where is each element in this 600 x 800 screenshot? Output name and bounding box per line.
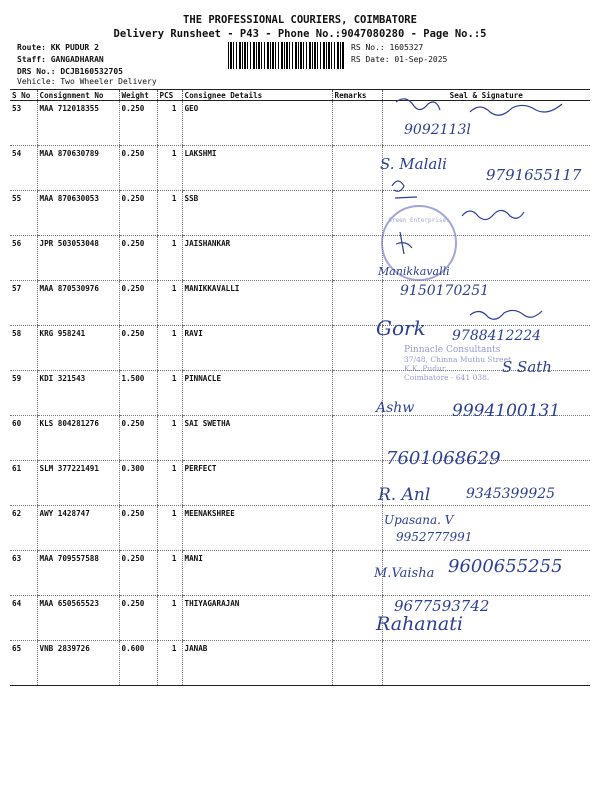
sno-cell: 59	[10, 371, 37, 416]
consignee-cell: PERFECT	[182, 461, 332, 506]
consignee-cell: PINNACLE	[182, 371, 332, 416]
sno-cell: 60	[10, 416, 37, 461]
handwriting-57-name: Manikkavalli	[378, 265, 450, 278]
consignee-cell: SAI SWETHA	[182, 416, 332, 461]
handwriting-60-name: Ashw	[376, 400, 415, 416]
consignment-cell: MAA 870630053	[37, 191, 119, 236]
col-pcs-header: PCS	[157, 90, 182, 101]
consignee-cell: MEENAKSHREE	[182, 506, 332, 551]
weight-cell: 0.250	[119, 191, 157, 236]
sno-cell: 63	[10, 551, 37, 596]
weight-cell: 0.250	[119, 101, 157, 146]
handwriting-63-phone: 9952777991	[396, 530, 473, 544]
rs-date: RS Date: 01-Sep-2025	[351, 55, 448, 64]
handwriting-65-phone: 9677593742	[394, 597, 490, 615]
handwriting-61: 7601068629	[386, 448, 501, 469]
handwriting-64-phone: 9600655255	[448, 556, 563, 577]
route-label: Route: KK PUDUR 2	[17, 43, 99, 52]
pcs-cell: 1	[157, 146, 182, 191]
consignment-cell: SLM 377221491	[37, 461, 119, 506]
weight-cell: 0.250	[119, 596, 157, 641]
company-title: THE PROFESSIONAL COURIERS, COIMBATORE	[183, 14, 417, 26]
round-company-stamp: Green Enterprises	[381, 205, 457, 281]
pcs-cell: 1	[157, 506, 182, 551]
handwriting-65-name: Rahanati	[376, 613, 463, 635]
consignment-cell: MAA 650565523	[37, 596, 119, 641]
weight-cell: 0.250	[119, 506, 157, 551]
consignee-cell: RAVI	[182, 326, 332, 371]
drs-number: DRS No.: DCJB160532705	[17, 67, 123, 76]
weight-cell: 0.250	[119, 551, 157, 596]
consignee-cell: JAISHANKAR	[182, 236, 332, 281]
handwriting-53: 9092113l	[404, 122, 471, 138]
sno-cell: 53	[10, 101, 37, 146]
consignment-cell: MAA 870630789	[37, 146, 119, 191]
consignment-cell: MAA 870530976	[37, 281, 119, 326]
weight-cell: 0.600	[119, 641, 157, 686]
col-remarks-header: Remarks	[332, 90, 382, 101]
pcs-cell: 1	[157, 641, 182, 686]
runsheet-subtitle: Delivery Runsheet - P43 - Phone No.:9047080280 - Page No.:5	[113, 28, 487, 40]
col-consignee-header: Consignee Details	[182, 90, 332, 101]
col-signature-header: Seal & Signature	[382, 90, 590, 101]
signature-55-line	[395, 197, 417, 198]
consignee-cell: SSB	[182, 191, 332, 236]
handwriting-64-name: M.Vaisha	[374, 566, 435, 581]
consignment-cell: MAA 709557588	[37, 551, 119, 596]
col-consignment-header: Consignment No	[37, 90, 119, 101]
consignee-cell: MANIKKAVALLI	[182, 281, 332, 326]
pcs-cell: 1	[157, 416, 182, 461]
sno-cell: 57	[10, 281, 37, 326]
col-sno-header: S No	[10, 90, 37, 101]
weight-cell: 0.250	[119, 146, 157, 191]
consignment-cell: KLS 804281276	[37, 416, 119, 461]
vehicle-label: Vehicle: Two Wheeler Delivery	[17, 77, 157, 86]
handwriting-60-phone: 9994100131	[452, 401, 561, 421]
sno-cell: 62	[10, 506, 37, 551]
consignment-cell: VNB 2839726	[37, 641, 119, 686]
signature-53	[396, 99, 440, 110]
pcs-cell: 1	[157, 551, 182, 596]
handwriting-57-phone: 9150170251	[400, 283, 490, 299]
consignment-cell: KDI 321543	[37, 371, 119, 416]
weight-cell: 0.250	[119, 236, 157, 281]
pcs-cell: 1	[157, 101, 182, 146]
pcs-cell: 1	[157, 236, 182, 281]
pcs-cell: 1	[157, 191, 182, 236]
handwriting-63-name: Upasana. V	[384, 513, 454, 527]
handwriting-54-name: S. Malali	[380, 155, 447, 173]
handwriting-59: S Sath	[502, 358, 552, 376]
pcs-cell: 1	[157, 326, 182, 371]
signature-56	[462, 210, 524, 219]
sno-cell: 55	[10, 191, 37, 236]
consignment-cell: KRG 958241	[37, 326, 119, 371]
sno-cell: 64	[10, 596, 37, 641]
consignee-cell: GEO	[182, 101, 332, 146]
pcs-cell: 1	[157, 596, 182, 641]
rs-number: RS No.: 1605327	[351, 43, 424, 52]
signature-58-tamil	[470, 310, 542, 319]
consignee-cell: JANAB	[182, 641, 332, 686]
sno-cell: 58	[10, 326, 37, 371]
pcs-cell: 1	[157, 281, 182, 326]
sno-cell: 54	[10, 146, 37, 191]
signature-53-tail	[470, 104, 562, 115]
consignee-cell: LAKSHMI	[182, 146, 332, 191]
weight-cell: 1.500	[119, 371, 157, 416]
sno-cell: 56	[10, 236, 37, 281]
handwriting-62-name: R. Anl	[378, 485, 431, 505]
consignment-cell: MAA 712018355	[37, 101, 119, 146]
consignment-cell: AWY 1428747	[37, 506, 119, 551]
pcs-cell: 1	[157, 371, 182, 416]
sno-cell: 61	[10, 461, 37, 506]
weight-cell: 0.250	[119, 416, 157, 461]
pinnacle-stamp: Pinnacle Consultants 37/48, Chinna Muthu Street K.K. Pudur, Coimbatore - 641 038.	[404, 345, 512, 382]
sno-cell: 65	[10, 641, 37, 686]
consignee-cell: MANI	[182, 551, 332, 596]
handwriting-58-phone: 9788412224	[452, 328, 542, 344]
consignee-cell: THIYAGARAJAN	[182, 596, 332, 641]
pcs-cell: 1	[157, 461, 182, 506]
col-weight-header: Weight	[119, 90, 157, 101]
weight-cell: 0.250	[119, 281, 157, 326]
handwriting-54-phone: 9791655117	[486, 166, 582, 184]
consignment-cell: JPR 503053048	[37, 236, 119, 281]
staff-label: Staff: GANGADHARAN	[17, 55, 104, 64]
weight-cell: 0.300	[119, 461, 157, 506]
handwriting-58-name: Gork	[376, 316, 426, 340]
signature-55	[392, 181, 404, 191]
handwriting-62-phone: 9345399925	[466, 486, 556, 502]
weight-cell: 0.250	[119, 326, 157, 371]
